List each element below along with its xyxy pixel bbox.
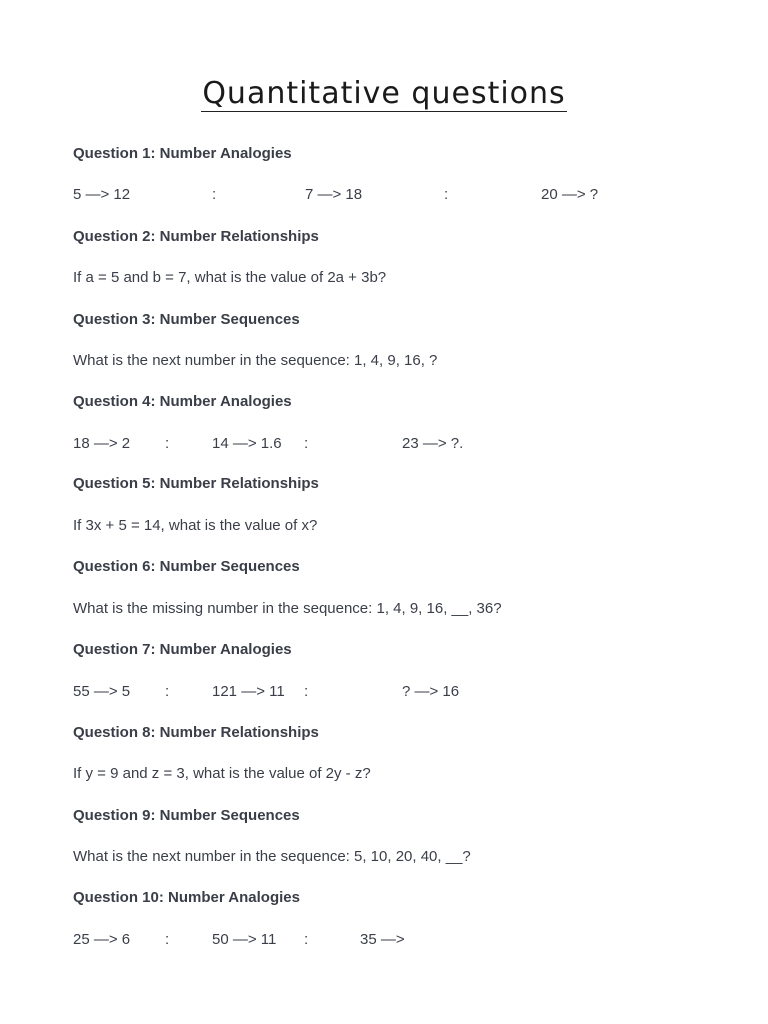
question-6-text: What is the missing number in the sequence: 1, 4, 9, 16, __, 36? [73,600,502,617]
question-10-separator-1: : [165,931,170,948]
question-7-pair-2: 121 —> 11 [212,683,285,700]
question-3-text: What is the next number in the sequence: 1, 4, 9, 16, ? [73,352,438,369]
question-5-heading: Question 5: Number Relationships [73,475,319,492]
question-4-pair-3: 23 —> ?. [402,435,464,452]
question-8-text: If y = 9 and z = 3, what is the value of 2y - z? [73,765,371,782]
question-9-text: What is the next number in the sequence: 5, 10, 20, 40, __? [73,848,471,865]
question-4-pair-1: 18 —> 2 [73,435,131,452]
page-title-text: Quantitative questions [202,76,566,111]
question-4-separator-2: : [304,435,309,452]
question-2-text: If a = 5 and b = 7, what is the value of 2a + 3b? [73,269,387,286]
page-title [0,74,768,114]
question-4-heading: Question 4: Number Analogies [73,393,292,410]
question-1-separator-1: : [212,186,217,203]
question-2-heading: Question 2: Number Relationships [73,228,319,245]
question-5-text: If 3x + 5 = 14, what is the value of x? [73,517,318,534]
question-6-heading: Question 6: Number Sequences [73,558,300,575]
question-1-pair-1: 5 —> 12 [73,186,131,203]
question-4-pair-2: 14 —> 1.6 [212,435,282,452]
question-4-separator-1: : [165,435,170,452]
question-10-pair-2: 50 —> 11 [212,931,277,948]
question-8-heading: Question 8: Number Relationships [73,724,319,741]
question-3-heading: Question 3: Number Sequences [73,311,300,328]
question-1-pair-3: 20 —> ? [541,186,599,203]
question-10-pair-3: 35 —> [360,931,405,948]
question-7-pair-3: ? —> 16 [402,683,460,700]
question-9-heading: Question 9: Number Sequences [73,807,300,824]
question-1-separator-2: : [444,186,449,203]
question-7-pair-1: 55 —> 5 [73,683,131,700]
question-7-separator-1: : [165,683,170,700]
question-7-heading: Question 7: Number Analogies [73,641,292,658]
question-10-pair-1: 25 —> 6 [73,931,131,948]
question-1-pair-2: 7 —> 18 [305,186,363,203]
question-7-separator-2: : [304,683,309,700]
question-10-heading: Question 10: Number Analogies [73,889,300,906]
question-10-separator-2: : [304,931,309,948]
question-1-heading: Question 1: Number Analogies [73,145,292,162]
